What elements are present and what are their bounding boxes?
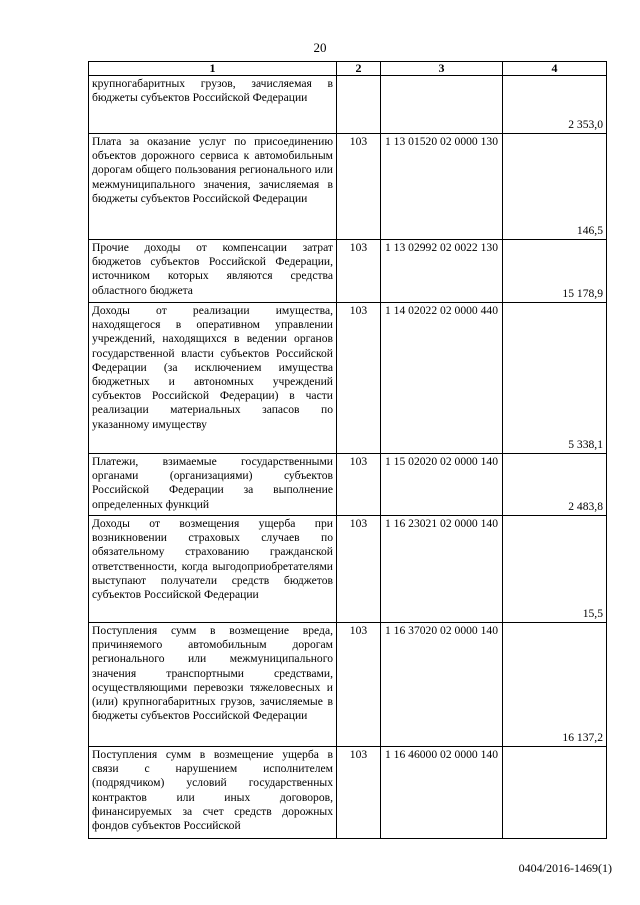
table-row <box>89 623 607 747</box>
header-col-3: 3 <box>381 62 503 76</box>
row-value: 15 178,9 <box>503 240 607 303</box>
row-value <box>503 747 607 839</box>
row-col2: 103 <box>337 303 381 454</box>
row-code: 1 14 02022 02 0000 440 <box>381 303 503 454</box>
row-code: 1 13 01520 02 0000 130 <box>381 134 503 240</box>
table-row <box>89 454 607 516</box>
row-code: 1 13 02992 02 0022 130 <box>381 240 503 303</box>
row-col2: 103 <box>337 134 381 240</box>
header-col-2: 2 <box>337 62 381 76</box>
row-description: Доходы от возмещения ущерба при возникновении страховых случаев по обязательному страхованию гражданской ответственности, когда выгодоприобретателями выступают получатели средств бюджетов субъектов Российской Федерации <box>89 516 337 623</box>
table-row <box>89 240 607 303</box>
table-row <box>89 747 607 839</box>
row-col2: 103 <box>337 623 381 747</box>
table-row <box>89 76 607 134</box>
row-description: Платежи, взимаемые государственными органами (организациями) субъектов Российской Федерации за выполнение определенных функций <box>89 454 337 516</box>
row-code: 1 16 37020 02 0000 140 <box>381 623 503 747</box>
revenue-table <box>88 61 607 839</box>
row-code: 1 16 46000 02 0000 140 <box>381 747 503 839</box>
table-row <box>89 134 607 240</box>
table-header-row <box>89 62 607 76</box>
row-description: Доходы от реализации имущества, находящегося в оперативном управлении учреждений, находящихся в ведении органов государственной власти субъектов Российской Федерации (за исключением имущества бюджетных и автономных учреждений субъектов Российской Федерации) в части реализации материальных запасов по указанному имуществу <box>89 303 337 454</box>
row-col2: 103 <box>337 240 381 303</box>
row-code: 1 16 23021 02 0000 140 <box>381 516 503 623</box>
row-value: 146,5 <box>503 134 607 240</box>
page-number: 20 <box>313 40 327 55</box>
row-value: 15,5 <box>503 516 607 623</box>
document-footer-code: 0404/2016-1469(1) <box>518 861 612 875</box>
row-value: 2 353,0 <box>503 76 607 134</box>
row-col2 <box>337 76 381 134</box>
row-value: 5 338,1 <box>503 303 607 454</box>
table-row <box>89 516 607 623</box>
row-value: 2 483,8 <box>503 454 607 516</box>
row-col2: 103 <box>337 747 381 839</box>
row-code: 1 15 02020 02 0000 140 <box>381 454 503 516</box>
row-code <box>381 76 503 134</box>
row-col2: 103 <box>337 516 381 623</box>
header-col-4: 4 <box>503 62 607 76</box>
row-value: 16 137,2 <box>503 623 607 747</box>
row-description: Поступления сумм в возмещение вреда, причиняемого автомобильным дорогам регионального или межмуниципального значения транспортными средствами, осуществляющими перевозки тяжеловесных и (или) крупногабаритных грузов, зачисляемые в бюджеты субъектов Российской Федерации <box>89 623 337 747</box>
row-description: Плата за оказание услуг по присоединению объектов дорожного сервиса к автомобильным дорогам общего пользования регионального или межмуниципального значения, зачисляемая в бюджеты субъектов Российской Федерации <box>89 134 337 240</box>
table-row <box>89 303 607 454</box>
row-description: Прочие доходы от компенсации затрат бюджетов субъектов Российской Федерации, источником которых являются средства областного бюджета <box>89 240 337 303</box>
row-description: Поступления сумм в возмещение ущерба в связи с нарушением исполнителем (подрядчиком) условий государственных контрактов или иных договоров, финансируемых за счет средств дорожных фондов субъектов Российской <box>89 747 337 839</box>
row-description: крупногабаритных грузов, зачисляемая в бюджеты субъектов Российской Федерации <box>89 76 337 134</box>
row-col2: 103 <box>337 454 381 516</box>
header-col-1: 1 <box>89 62 337 76</box>
